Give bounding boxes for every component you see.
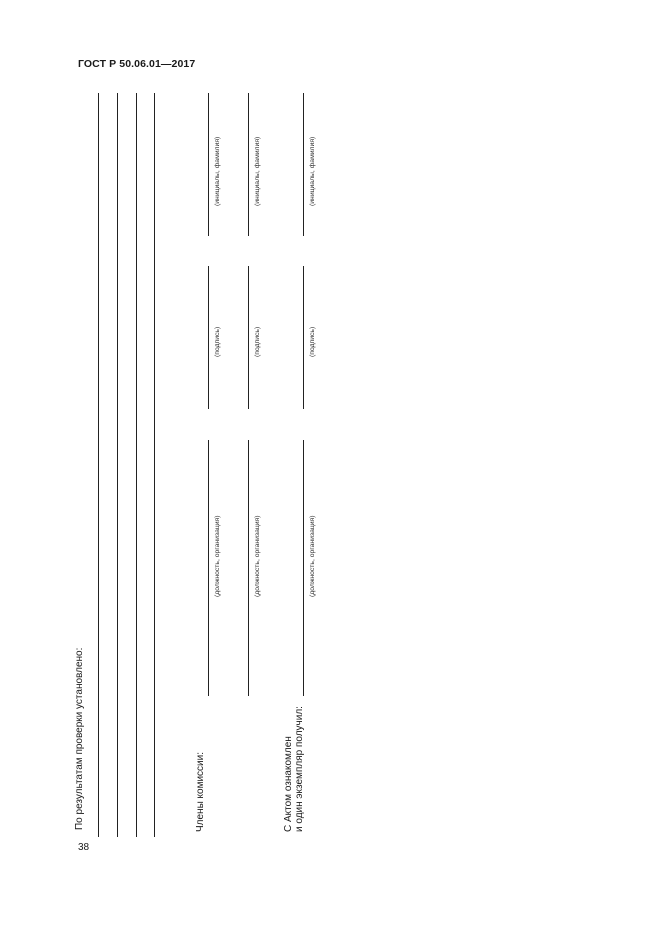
commission-row1-name-caption: (инициалы, фамилия) bbox=[214, 136, 221, 206]
commission-row2-signature-caption: (подпись) bbox=[254, 326, 261, 357]
commission-row1-position-caption: (должность, организация) bbox=[214, 515, 221, 597]
acknowledgement-name-caption: (инициалы, фамилия) bbox=[309, 136, 316, 206]
commission-row1-signature-line bbox=[208, 266, 209, 409]
commission-row2-position-line bbox=[248, 440, 249, 696]
commission-row1-signature-caption: (подпись) bbox=[214, 326, 221, 357]
commission-row2-signature-line bbox=[248, 266, 249, 409]
document-header: ГОСТ Р 50.06.01—2017 bbox=[78, 58, 196, 70]
acknowledgement-position-caption: (должность, организация) bbox=[309, 515, 316, 597]
results-line-3 bbox=[136, 93, 137, 837]
commission-row1-position-line bbox=[208, 440, 209, 696]
page-number: 38 bbox=[78, 842, 90, 853]
commission-row1-name-line bbox=[208, 93, 209, 236]
results-line-4 bbox=[154, 93, 155, 837]
commission-row2-position-caption: (должность, организация) bbox=[254, 515, 261, 597]
commission-row2-name-caption: (инициалы, фамилия) bbox=[254, 136, 261, 206]
acknowledgement-signature-caption: (подпись) bbox=[309, 326, 316, 357]
acknowledgement-label-line2: и один экземпляр получил: bbox=[294, 706, 305, 832]
acknowledgement-signature-line bbox=[303, 266, 304, 409]
acknowledgement-position-line bbox=[303, 440, 304, 696]
acknowledgement-name-line bbox=[303, 93, 304, 236]
acknowledgement-label-line1: С Актом ознакомлен bbox=[283, 736, 294, 832]
commission-label: Члены комиссии: bbox=[195, 751, 206, 832]
commission-row2-name-line bbox=[248, 93, 249, 236]
results-label: По результатам проверки установлено: bbox=[74, 647, 85, 830]
results-line-2 bbox=[117, 93, 118, 837]
results-line-1 bbox=[98, 93, 99, 837]
